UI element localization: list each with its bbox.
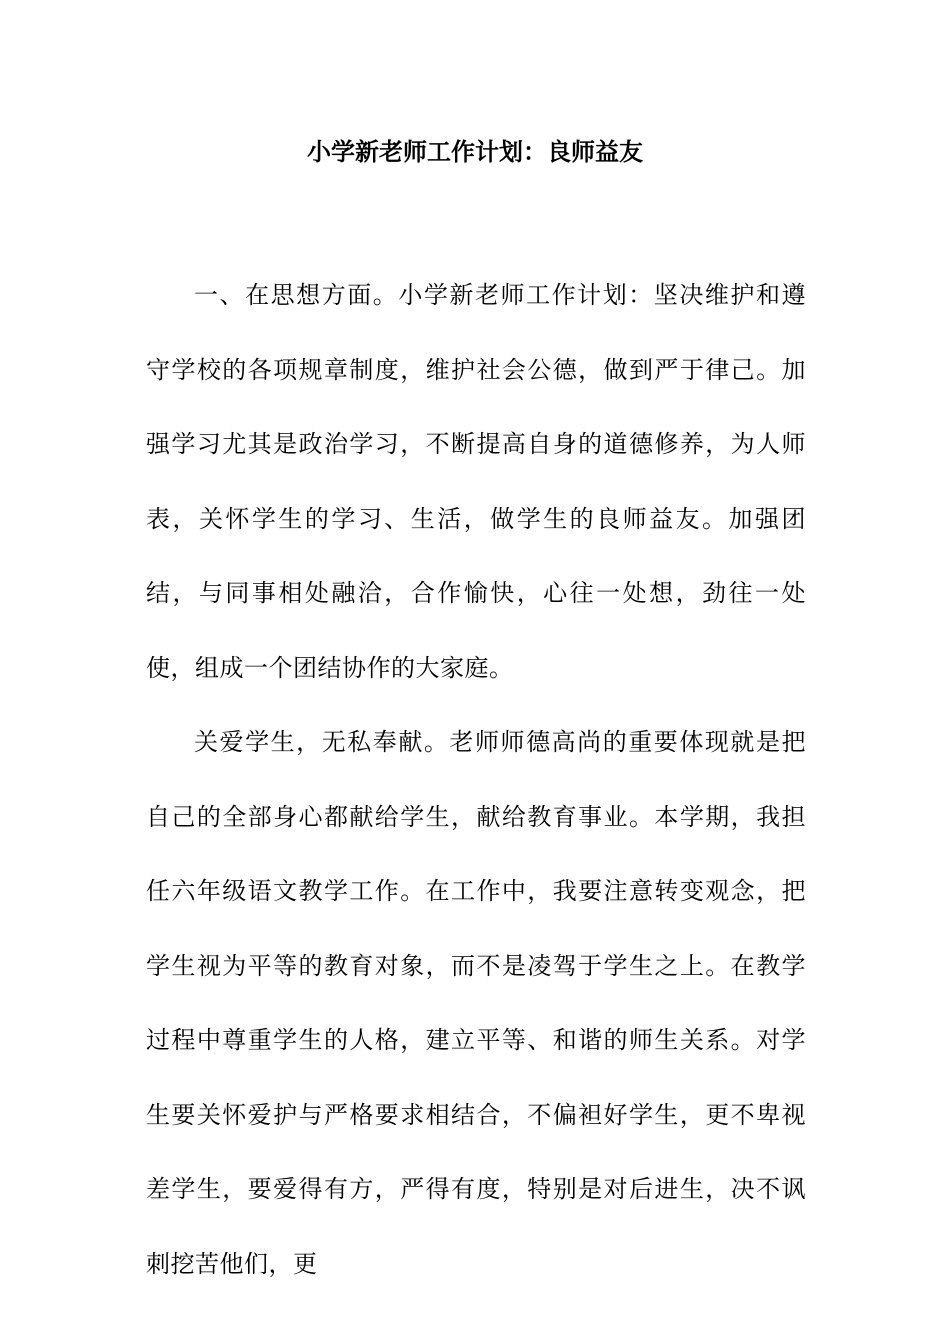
paragraph-care-students: 关爱学生，无私奉献。老师师德高尚的重要体现就是把自己的全部身心都献给学生，献给教育事业。本学期，我担任六年级语文教学工作。在工作中，我要注意转变观念，把学生视为平等的教育对象，而不是凌驾于学生之上。在教学过程中尊重学生的人格，建立平等、和谐的师生关系。对学生要关怀爱护与严格要求相结合，不偏袒好学生，更不卑视差学生，要爱得有方，严得有度，特别是对后进生，决不讽刺挖苦他们，更 <box>146 728 806 1278</box>
document-title: 小学新老师工作计划：良师益友 <box>307 137 643 166</box>
paragraph-thought: 一、在思想方面。小学新老师工作计划：坚决维护和遵守学校的各项规章制度，维护社会公德，做到严于律己。加强学习尤其是政治学习，不断提高自身的道德修养，为人师表，关怀学生的学习、生活，做学生的良师益友。加强团结，与同事相处融洽，合作愉快，心往一处想，劲往一处使，组成一个团结协作的大家庭。 <box>146 281 806 682</box>
document-body <box>146 258 806 1301</box>
